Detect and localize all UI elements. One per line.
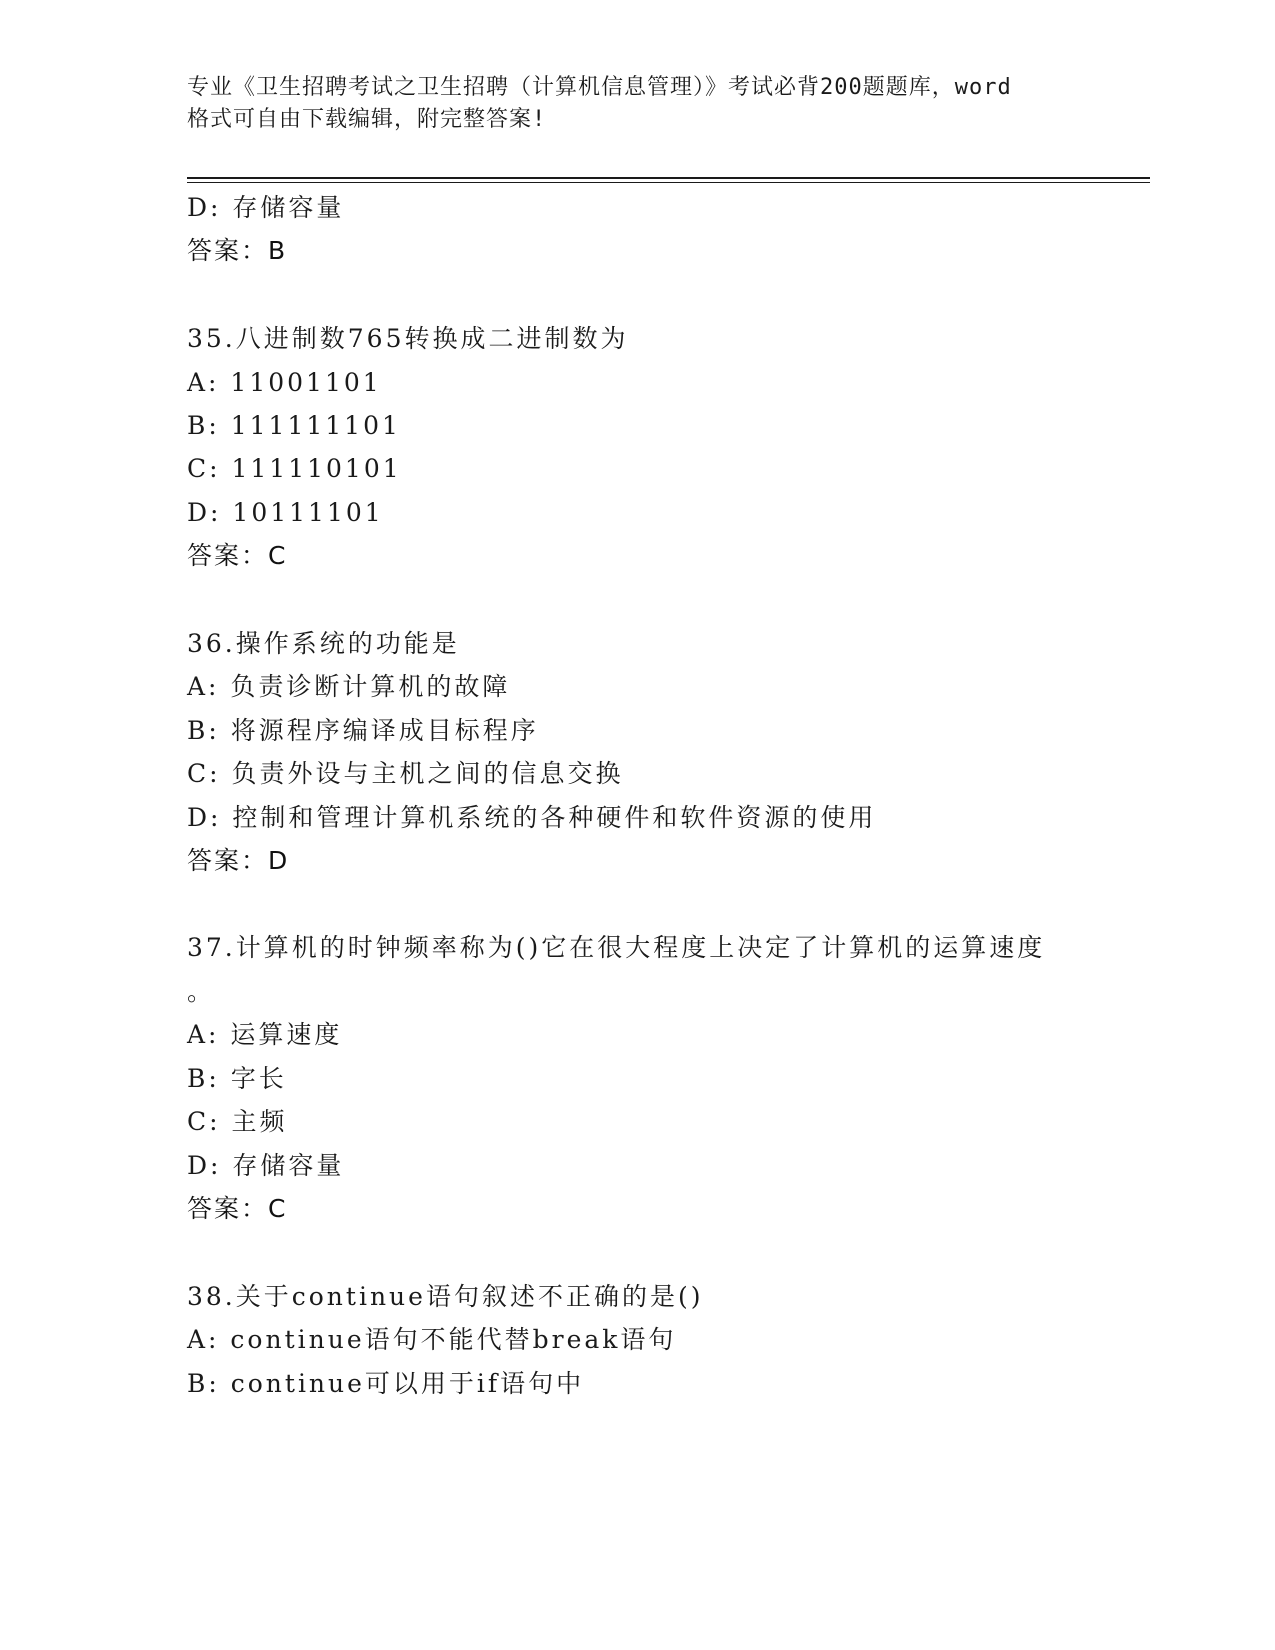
- q37-option-b: B: 字长: [187, 1064, 287, 1093]
- q35-option-a: A: 11001101: [187, 368, 382, 397]
- header-divider-thick: [187, 177, 1150, 179]
- q35-question: 35.八进制数765转换成二进制数为: [187, 324, 629, 353]
- q36-option-c: C: 负责外设与主机之间的信息交换: [187, 759, 624, 788]
- q35-option-d: D: 10111101: [187, 498, 384, 527]
- q37-option-d: D: 存储容量: [187, 1151, 345, 1180]
- q36-option-d: D: 控制和管理计算机系统的各种硬件和软件资源的使用: [187, 803, 877, 832]
- header-title-line-1: 专业《卫生招聘考试之卫生招聘（计算机信息管理）》考试必背200题题库，word: [187, 75, 1012, 100]
- q38-option-a: A: continue语句不能代替break语句: [187, 1325, 677, 1354]
- header-divider-thin: [187, 182, 1150, 183]
- document-header: [187, 72, 1087, 136]
- q36-answer: 答案：D: [187, 846, 290, 875]
- q35-option-b: B: 111111101: [187, 411, 401, 440]
- q36-option-a: A: 负责诊断计算机的故障: [187, 672, 511, 701]
- q36-option-b: B: 将源程序编译成目标程序: [187, 716, 539, 745]
- q38-option-b: B: continue可以用于if语句中: [187, 1369, 585, 1398]
- q37-question-line-1: 37.计算机的时钟频率称为()它在很大程度上决定了计算机的运算速度: [187, 933, 1046, 962]
- q37-question-line-2: 。: [187, 977, 216, 1006]
- q36-question: 36.操作系统的功能是: [187, 629, 460, 658]
- q37-answer: 答案：C: [187, 1194, 288, 1223]
- q35-option-c: C: 111110101: [187, 454, 402, 483]
- prev-answer: 答案：B: [187, 236, 288, 265]
- q38-question: 38.关于continue语句叙述不正确的是(): [187, 1282, 704, 1311]
- prev-option-d: D: 存储容量: [187, 193, 345, 222]
- q35-answer: 答案：C: [187, 541, 288, 570]
- q37-option-a: A: 运算速度: [187, 1020, 343, 1049]
- header-title-line-2: 格式可自由下载编辑，附完整答案!: [187, 107, 547, 132]
- q37-option-c: C: 主频: [187, 1107, 288, 1136]
